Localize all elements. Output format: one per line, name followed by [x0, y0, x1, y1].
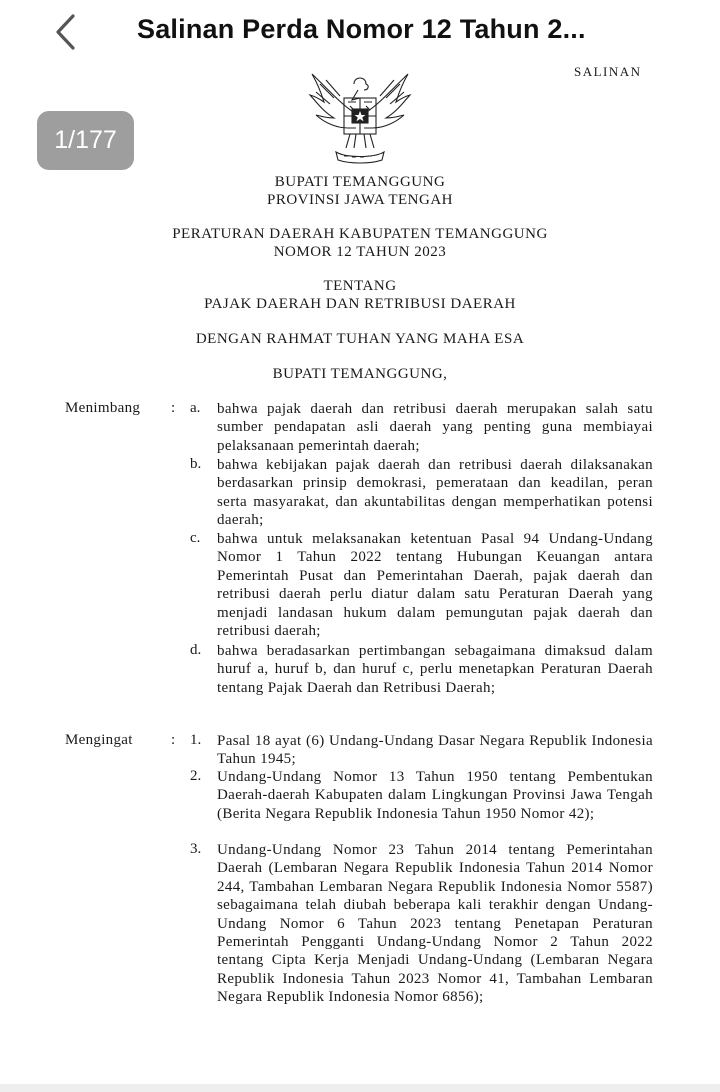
mengingat-marker: 3.: [190, 841, 202, 857]
mengingat-label: Mengingat: [65, 732, 133, 748]
heading-line-8: BUPATI TEMANGGUNG,: [272, 366, 448, 382]
chevron-left-icon: [48, 10, 88, 54]
menimbang-item-text: bahwa pajak daerah dan retribusi daerah merupakan salah satu sumber pendapatan asli daerah yang penting guna membiayai pelaksanaan pemerintah daerah;: [217, 401, 653, 454]
mengingat-item-text: Pasal 18 ayat (6) Undang-Undang Dasar Negara Republik Indonesia Tahun 1945;: [217, 733, 653, 768]
page-counter-badge[interactable]: 1/177: [37, 111, 134, 170]
salinan-stamp: SALINAN: [574, 64, 642, 79]
menimbang-colon: :: [171, 400, 176, 416]
mengingat-marker: 1.: [190, 732, 202, 748]
menimbang-marker: c.: [190, 530, 201, 546]
heading-line-5: TENTANG: [323, 278, 397, 294]
menimbang-item-text: bahwa kebijakan pajak daerah dan retribusi daerah dilaksanakan berdasarkan prinsip demokrasi, pemerataan dan keadilan, peran serta masyarakat, dan akuntabilitas dengan memperhatikan potensi daerah;: [217, 457, 653, 529]
mengingat-item-text: Undang-Undang Nomor 23 Tahun 2014 tentang Pemerintahan Daerah (Lembaran Negara Republik Indonesia Tahun 2014 Nomor 244, Tambahan Lembaran Negara Republik Indonesia Nomor 5587) sebagaimana telah diubah beberapa kali terakhir dengan Undang-Undang Nomor 6 Tahun 2023 tentang Penetapan Peraturan Pemerintah Pengganti Undang-Undang Nomor 2 Tahun 2022 tentang Cipta Kerja Menjadi Undang-Undang (Lembaran Negara Republik Indonesia Tahun 2023 Nomor 41, Tambahan Lembaran Negara Republik Indonesia Nomor 6856);: [217, 842, 653, 1006]
menimbang-marker: b.: [190, 456, 202, 472]
menimbang-label: Menimbang: [65, 400, 141, 416]
garuda-emblem-icon: [304, 68, 416, 168]
top-app-bar: [0, 0, 720, 66]
mengingat-item-text: Undang-Undang Nomor 13 Tahun 1950 tentang Pembentukan Daerah-daerah Kabupaten dalam Lingkungan Provinsi Jawa Tengah (Berita Negara Republik Indonesia Tahun 1950 Nomor 42);: [217, 769, 653, 822]
back-button[interactable]: [48, 10, 88, 54]
menimbang-item-text: bahwa beradasarkan pertimbangan sebagaimana dimaksud dalam huruf a, huruf b, dan huruf c, perlu menetapkan Peraturan Daerah tentang Pajak Daerah dan Retribusi Daerah;: [217, 643, 653, 696]
menimbang-item-text: bahwa untuk melaksanakan ketentuan Pasal 94 Undang-Undang Nomor 1 Tahun 2022 tentang Hubungan Keuangan antara Pemerintah Pusat dan Pemerintahan Daerah, pajak daerah dan retribusi daerah perlu diatur dalam satu Peraturan Daerah yang menjadi landasan hukum dalam pemungutan pajak daerah dan retribusi daerah;: [217, 531, 653, 640]
heading-line-6: PAJAK DAERAH DAN RETRIBUSI DAERAH: [204, 296, 516, 312]
heading-line-4: NOMOR 12 TAHUN 2023: [273, 244, 447, 260]
bottom-strip: [0, 1084, 720, 1092]
heading-line-3: PERATURAN DAERAH KABUPATEN TEMANGGUNG: [172, 226, 548, 242]
menimbang-marker: d.: [190, 642, 202, 658]
heading-line-7: DENGAN RAHMAT TUHAN YANG MAHA ESA: [195, 331, 525, 347]
heading-line-2: PROVINSI JAWA TENGAH: [266, 192, 454, 208]
mengingat-colon: :: [171, 732, 176, 748]
document-title: Salinan Perda Nomor 12 Tahun 2...: [137, 14, 586, 44]
mengingat-marker: 2.: [190, 768, 202, 784]
menimbang-marker: a.: [190, 400, 201, 416]
heading-line-1: BUPATI TEMANGGUNG: [274, 174, 446, 190]
